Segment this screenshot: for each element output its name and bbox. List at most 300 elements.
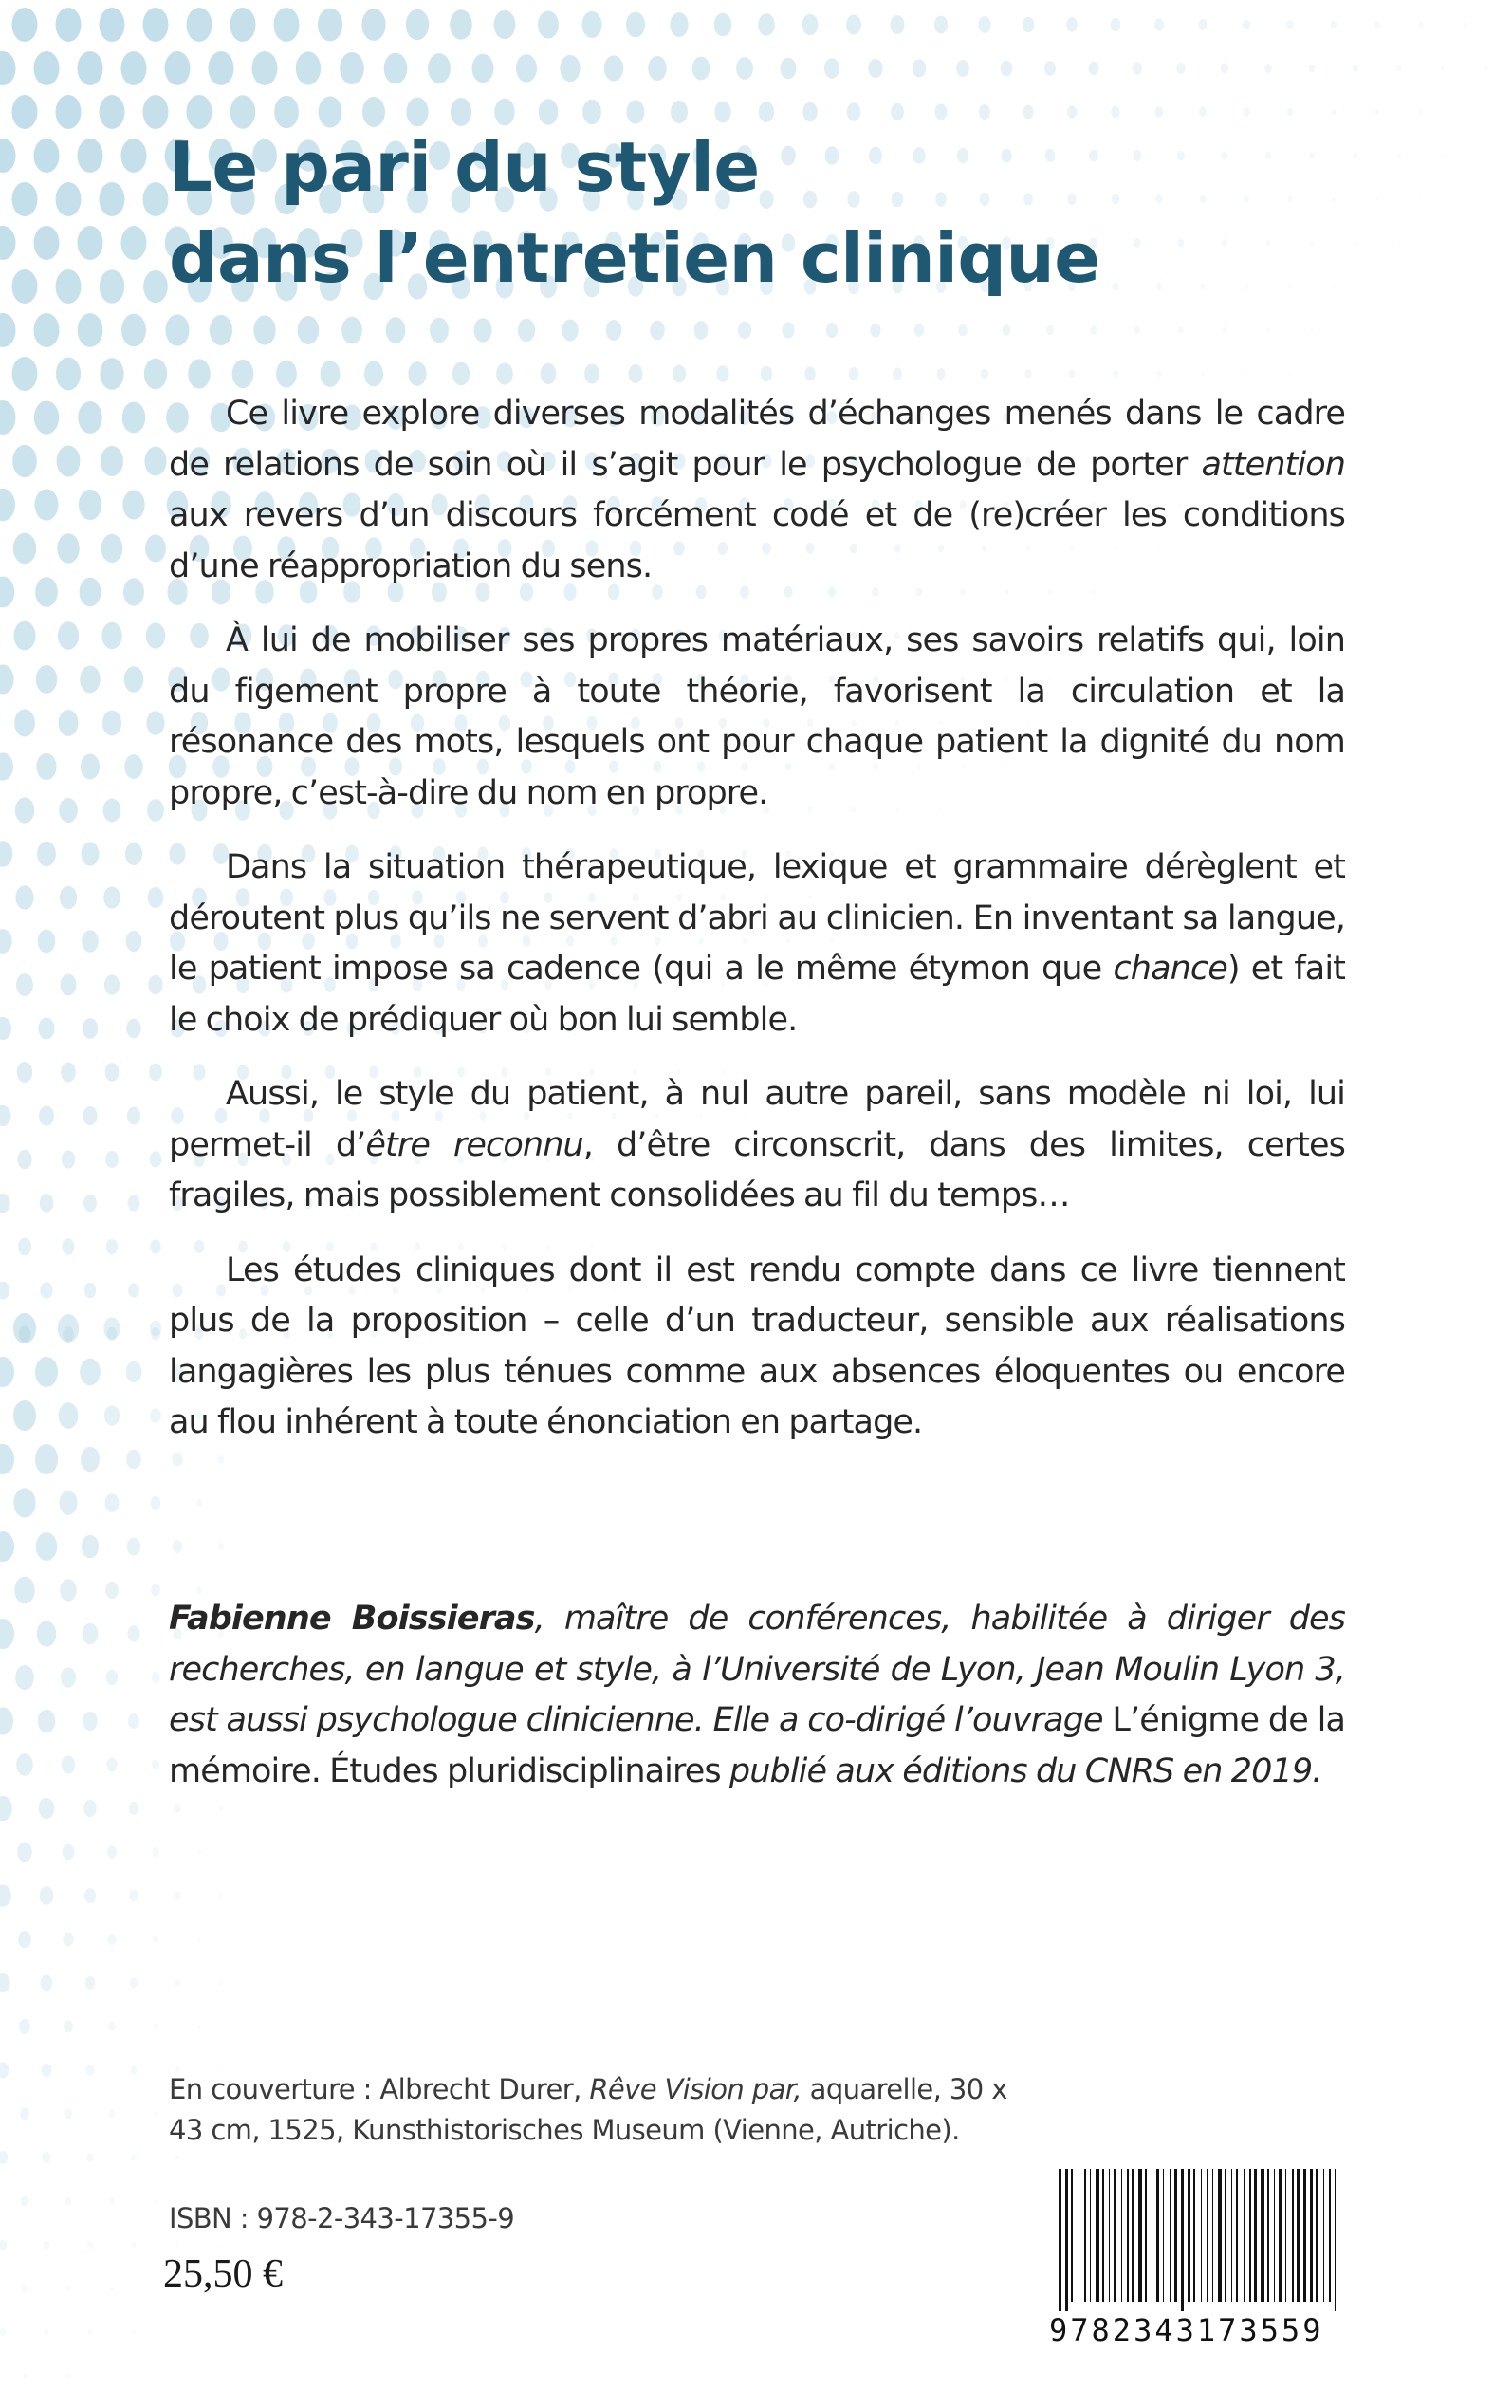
- pattern-dot: [629, 364, 643, 383]
- barcode-bar: [1329, 2169, 1331, 2302]
- barcode-bar: [1285, 2169, 1286, 2302]
- pattern-dot: [253, 315, 275, 344]
- pattern-dot: [1464, 110, 1466, 113]
- pattern-dot: [494, 10, 516, 39]
- pattern-dot: [153, 2023, 157, 2029]
- price: 25,50 €: [163, 2252, 283, 2296]
- pattern-dot: [408, 361, 426, 386]
- pattern-dot: [56, 269, 82, 304]
- pattern-dot: [1245, 372, 1248, 376]
- pattern-dot: [105, 1493, 120, 1512]
- pattern-dot: [59, 1491, 77, 1515]
- pattern-dot: [979, 104, 990, 120]
- pattern-dot: [1355, 329, 1356, 332]
- barcode-digits: 9782343173559: [1049, 2312, 1324, 2348]
- barcode-bar: [1065, 2169, 1068, 2311]
- pattern-dot: [15, 1665, 34, 1690]
- pattern-dot: [781, 58, 797, 80]
- pattern-dot: [144, 447, 166, 476]
- pattern-dot: [147, 799, 164, 822]
- pattern-dot: [111, 2374, 114, 2377]
- pattern-dot: [80, 1359, 100, 1386]
- pattern-dot: [541, 363, 557, 384]
- barcode-bar: [1127, 2169, 1129, 2302]
- pattern-dot: [78, 51, 103, 85]
- pattern-dot: [123, 578, 144, 605]
- pattern-dot: [516, 54, 537, 82]
- pattern-dot: [0, 1444, 14, 1474]
- pattern-dot: [129, 1802, 139, 1815]
- pattern-dot: [146, 622, 165, 648]
- book-title-line-2: dans l’entretien clinique: [169, 218, 1100, 298]
- pattern-dot: [126, 1019, 140, 1039]
- pattern-dot: [105, 1151, 119, 1168]
- pattern-dot: [714, 13, 731, 37]
- pattern-dot: [100, 182, 125, 216]
- pattern-dot: [83, 1712, 97, 1731]
- pattern-dot: [62, 1238, 74, 1254]
- pattern-dot: [935, 103, 948, 120]
- pattern-dot: [1485, 155, 1487, 157]
- description-paragraph-2: À lui de mobiliser ses propres matériaux, ses savoirs relatifs qui, loin du figement propre à toute théorie, favorisent la circulation et la résonance des mots, lesquels ont pour chaque patient la dignité du nom propre, c’est-à-dire du nom en propre.: [169, 621, 1345, 812]
- pattern-dot: [143, 95, 169, 129]
- pattern-dot: [175, 2243, 178, 2247]
- pattern-dot: [891, 103, 904, 120]
- pattern-dot: [804, 366, 816, 380]
- pattern-dot: [109, 2198, 114, 2205]
- pattern-dot: [132, 2330, 135, 2334]
- pattern-dot: [1067, 105, 1077, 119]
- cover-credit: En couverture : Albrecht Durer, Rêve Vision par, aquarelle, 30 x 43 cm, 1525, Kunsthistorisches Museum (Vienne, Autriche).: [169, 2073, 1007, 2146]
- pattern-dot: [57, 445, 81, 476]
- pattern-dot: [66, 2286, 71, 2292]
- pattern-dot: [0, 313, 16, 347]
- pattern-dot: [82, 930, 99, 953]
- barcode-bar: [1174, 2169, 1177, 2302]
- pattern-dot: [0, 2151, 8, 2164]
- pattern-dot: [738, 322, 751, 340]
- pattern-dot: [22, 2285, 28, 2292]
- pattern-dot: [0, 2239, 7, 2250]
- pattern-dot: [155, 2287, 157, 2290]
- pattern-dot: [126, 931, 142, 952]
- pattern-dot: [1155, 106, 1164, 117]
- pattern-dot: [128, 1195, 140, 1211]
- pattern-dot: [126, 1450, 141, 1470]
- pattern-dot: [627, 100, 645, 123]
- pattern-dot: [83, 1195, 97, 1212]
- pattern-dot: [151, 1496, 161, 1510]
- pattern-dot: [124, 754, 142, 779]
- pattern-dot: [1442, 154, 1445, 157]
- pattern-dot: [761, 366, 772, 381]
- pattern-dot: [472, 54, 494, 83]
- pattern-dot: [176, 2330, 178, 2333]
- barcode-bar: [1218, 2169, 1222, 2302]
- pattern-dot: [340, 52, 363, 84]
- pattern-dot: [219, 1806, 224, 1811]
- pattern-dot: [782, 322, 794, 338]
- pattern-dot: [736, 57, 753, 80]
- pattern-dot: [1154, 18, 1164, 30]
- pattern-dot: [604, 55, 623, 81]
- pattern-dot: [0, 1357, 14, 1387]
- pattern-dot: [35, 489, 59, 520]
- pattern-dot: [802, 102, 817, 122]
- pattern-dot: [102, 711, 121, 736]
- pattern-dot: [106, 1670, 118, 1686]
- book-title-line-1: Le pari du style: [169, 127, 760, 207]
- pattern-dot: [78, 226, 103, 260]
- pattern-dot: [38, 930, 55, 954]
- pattern-dot: [16, 973, 33, 996]
- pattern-dot: [1463, 22, 1466, 27]
- pattern-dot: [1353, 65, 1358, 72]
- pattern-dot: [106, 1758, 117, 1772]
- barcode-bar: [1254, 2169, 1257, 2302]
- pattern-dot: [849, 367, 859, 380]
- pattern-dot: [1001, 61, 1013, 77]
- pattern-dot: [890, 15, 904, 34]
- pattern-dot: [101, 446, 123, 476]
- pattern-dot: [148, 887, 164, 908]
- pattern-dot: [165, 51, 191, 85]
- pattern-dot: [196, 1586, 202, 1594]
- pattern-dot: [103, 799, 121, 823]
- pattern-dot: [149, 1064, 162, 1082]
- pattern-dot: [152, 1672, 160, 1683]
- pattern-dot: [61, 1667, 76, 1687]
- pattern-dot: [104, 1405, 120, 1426]
- pattern-dot: [59, 1402, 79, 1429]
- pattern-dot: [78, 401, 101, 434]
- pattern-dot: [14, 710, 35, 737]
- pattern-dot: [100, 8, 125, 42]
- pattern-dot: [34, 226, 60, 260]
- pattern-dot: [0, 1973, 10, 1992]
- pattern-dot: [0, 1017, 11, 1040]
- pattern-dot: [1134, 326, 1140, 334]
- pattern-dot: [132, 2242, 136, 2248]
- pattern-dot: [1374, 21, 1380, 28]
- pattern-dot: [0, 752, 13, 780]
- pattern-dot: [88, 2329, 92, 2335]
- pattern-dot: [17, 1150, 31, 1169]
- pattern-dot: [1311, 328, 1314, 332]
- barcode: [1049, 2146, 1343, 2366]
- barcode-bar: [1090, 2169, 1091, 2302]
- pattern-dot: [626, 12, 645, 38]
- pattern-dot: [1089, 62, 1099, 76]
- pattern-dot: [17, 1843, 32, 1862]
- pattern-dot: [100, 269, 125, 303]
- pattern-dot: [34, 139, 60, 173]
- pattern-dot: [1289, 373, 1291, 376]
- pattern-dot: [1157, 371, 1162, 377]
- barcode-bar: [1303, 2169, 1306, 2302]
- pattern-dot: [13, 1400, 36, 1431]
- pattern-dot: [187, 8, 212, 42]
- pattern-dot: [23, 2373, 27, 2378]
- pattern-dot: [0, 1105, 10, 1126]
- pattern-dot: [143, 182, 169, 216]
- pattern-dot: [242, 1589, 244, 1592]
- pattern-dot: [122, 490, 144, 519]
- pattern-dot: [1331, 21, 1337, 29]
- pattern-dot: [694, 321, 709, 340]
- pattern-dot: [0, 841, 12, 867]
- description-paragraph-3: Dans la situation thérapeutique, lexique et grammaire dérèglent et déroutent plus qu’ils ne servent d’abri au clinicien. En inventant sa langue, le patient impose sa cadence (qui a le même étymon que chance) et fait le choix de prédiquer où bon lui semble.: [169, 848, 1345, 1039]
- pattern-dot: [913, 59, 926, 77]
- pattern-dot: [1069, 370, 1075, 378]
- pattern-dot: [173, 1540, 182, 1553]
- pattern-dot: [174, 1804, 181, 1813]
- barcode-bar: [1114, 2169, 1116, 2302]
- pattern-dot: [83, 1106, 97, 1125]
- pattern-dot: [0, 1619, 14, 1649]
- pattern-dot: [82, 1535, 99, 1558]
- pattern-dot: [1198, 19, 1207, 30]
- pattern-dot: [129, 1890, 138, 1901]
- pattern-dot: [145, 534, 166, 562]
- pattern-dot: [127, 1537, 140, 1555]
- pattern-dot: [1244, 107, 1250, 116]
- pattern-dot: [103, 1317, 120, 1339]
- pattern-dot: [824, 58, 839, 78]
- pattern-dot: [1090, 325, 1097, 334]
- pattern-dot: [83, 1018, 98, 1039]
- pattern-dot: [152, 1847, 158, 1857]
- pattern-dot: [14, 1577, 34, 1604]
- pattern-dot: [18, 1931, 31, 1948]
- pattern-dot: [716, 365, 728, 382]
- pattern-dot: [122, 402, 146, 434]
- pattern-dot: [220, 2244, 222, 2247]
- pattern-dot: [692, 57, 710, 81]
- pattern-dot: [15, 885, 33, 910]
- isbn: ISBN : 978-2-343-17355-9: [169, 2202, 515, 2234]
- pattern-dot: [40, 1282, 52, 1299]
- pattern-dot: [13, 621, 35, 651]
- barcode-bar: [1102, 2169, 1104, 2302]
- pattern-dot: [264, 1807, 266, 1809]
- pattern-dot: [16, 1753, 33, 1775]
- pattern-dot: [41, 1974, 53, 1991]
- pattern-dot: [868, 59, 882, 78]
- pattern-dot: [0, 1282, 9, 1300]
- pattern-dot: [121, 139, 147, 173]
- pattern-dot: [1199, 107, 1207, 117]
- pattern-dot: [85, 1976, 95, 1990]
- pattern-dot: [36, 665, 57, 694]
- barcode-bar: [1279, 2169, 1282, 2302]
- pattern-dot: [35, 1357, 58, 1387]
- pattern-dot: [428, 53, 451, 83]
- pattern-dot: [39, 1798, 55, 1819]
- pattern-dot: [82, 842, 100, 865]
- pattern-dot: [79, 490, 101, 520]
- pattern-dot: [1375, 109, 1379, 115]
- pattern-dot: [58, 1314, 79, 1343]
- pattern-dot: [56, 358, 81, 391]
- barcode-bar: [1201, 2169, 1202, 2302]
- pattern-dot: [1287, 108, 1293, 116]
- pattern-dot: [36, 1532, 57, 1561]
- author-name: Fabienne Boissieras: [169, 1600, 535, 1638]
- pattern-dot: [0, 577, 14, 608]
- pattern-dot: [12, 182, 38, 216]
- pattern-dot: [1111, 18, 1121, 31]
- pattern-dot: [219, 1981, 223, 1986]
- pattern-dot: [124, 666, 144, 693]
- barcode-bar: [1138, 2169, 1142, 2302]
- pattern-dot: [127, 1625, 139, 1641]
- pattern-dot: [13, 1313, 36, 1343]
- barcode-bar: [1244, 2169, 1245, 2302]
- pattern-dot: [1420, 198, 1422, 201]
- pattern-dot: [131, 2065, 138, 2074]
- description-paragraph-1: Ce livre explore diverses modalités d’échanges menés dans le cadre de relations de soin où il s’agit pour le psychologue de porter attention aux revers d’un discours forcément codé et de (re)créer les conditions d’une réappropriation du sens.: [169, 395, 1345, 585]
- pattern-dot: [1309, 65, 1316, 73]
- pattern-dot: [143, 8, 169, 42]
- pattern-dot: [83, 1623, 99, 1644]
- pattern-dot: [341, 317, 362, 344]
- pattern-dot: [151, 1584, 160, 1596]
- pattern-dot: [0, 1707, 13, 1734]
- pattern-dot: [175, 1892, 181, 1900]
- pattern-dot: [714, 102, 730, 123]
- pattern-dot: [128, 1283, 139, 1297]
- pattern-dot: [0, 139, 16, 173]
- pattern-dot: [937, 368, 946, 380]
- pattern-dot: [148, 975, 162, 994]
- barcode-bar: [1267, 2169, 1269, 2302]
- pattern-dot: [175, 1979, 180, 1987]
- pattern-dot: [0, 665, 14, 695]
- pattern-dot: [1266, 328, 1270, 333]
- pattern-dot: [63, 1933, 73, 1947]
- pattern-dot: [0, 1884, 11, 1906]
- pattern-dot: [150, 1321, 161, 1337]
- pattern-dot: [361, 9, 385, 41]
- pattern-dot: [1243, 20, 1250, 30]
- pattern-dot: [1484, 66, 1487, 70]
- pattern-dot: [19, 2019, 30, 2034]
- pattern-dot: [101, 622, 121, 649]
- pattern-dot: [66, 2374, 69, 2378]
- pattern-dot: [197, 2025, 200, 2028]
- pattern-dot: [108, 2022, 116, 2031]
- pattern-dot: [802, 14, 819, 35]
- pattern-dot: [0, 1194, 10, 1213]
- book-title: [169, 121, 1402, 304]
- barcode-bar: [1212, 2169, 1213, 2302]
- pattern-dot: [15, 797, 34, 823]
- pattern-dot: [12, 269, 38, 304]
- pattern-dot: [846, 14, 861, 34]
- pattern-dot: [37, 1621, 56, 1646]
- pattern-dot: [210, 315, 232, 345]
- pattern-dot: [20, 2107, 29, 2120]
- description-paragraph-5: Les études cliniques dont il est rendu compte dans ce livre tiennent plus de la proposition – celle d’un traducteur, sensible aux réalisations langagières les plus ténues comme aux absences éloquentes ou encore au flou inhérent à toute énonciation en partage.: [169, 1250, 1345, 1441]
- pattern-dot: [562, 319, 578, 341]
- pattern-dot: [39, 1105, 54, 1125]
- pattern-dot: [670, 12, 688, 37]
- pattern-dot: [131, 2154, 137, 2161]
- pattern-dot: [496, 362, 513, 384]
- pattern-dot: [242, 1502, 244, 1505]
- pattern-dot: [759, 102, 774, 122]
- pattern-dot: [0, 400, 16, 435]
- pattern-dot: [1221, 63, 1228, 73]
- pattern-dot: [0, 51, 16, 85]
- barcode-bar: [1292, 2169, 1294, 2302]
- pattern-dot: [100, 95, 125, 129]
- pattern-dot: [21, 2196, 28, 2207]
- pattern-dot: [1441, 65, 1445, 70]
- pattern-dot: [12, 8, 38, 42]
- pattern-dot: [13, 533, 36, 564]
- pattern-dot: [44, 2240, 50, 2249]
- pattern-dot: [34, 400, 59, 434]
- pattern-dot: [197, 1849, 201, 1855]
- pattern-dot: [264, 1546, 266, 1548]
- pattern-dot: [87, 2241, 93, 2249]
- pattern-dot: [274, 8, 300, 42]
- pattern-dot: [42, 2064, 52, 2077]
- pattern-dot: [1286, 20, 1293, 29]
- pattern-dot: [276, 360, 297, 387]
- pattern-dot: [473, 318, 491, 342]
- barcode-bar: [1145, 2169, 1147, 2302]
- pattern-dot: [104, 974, 120, 994]
- pattern-dot: [758, 13, 775, 35]
- pattern-dot: [0, 489, 15, 521]
- barcode-bar: [1181, 2169, 1184, 2311]
- barcode-bar: [1249, 2169, 1251, 2302]
- pattern-dot: [1023, 17, 1034, 33]
- book-description: [169, 389, 1345, 1473]
- pattern-dot: [0, 2062, 9, 2078]
- barcode-bar: [1096, 2169, 1099, 2302]
- pattern-dot: [650, 321, 665, 341]
- pattern-dot: [34, 313, 60, 347]
- barcode-bar: [1071, 2169, 1073, 2302]
- pattern-dot: [230, 8, 256, 42]
- pattern-dot: [958, 324, 968, 337]
- pattern-dot: [1066, 17, 1078, 31]
- pattern-dot: [59, 710, 79, 736]
- pattern-dot: [35, 1444, 58, 1474]
- barcode-bar: [1132, 2169, 1134, 2302]
- author-work-title: L’énigme de la mémoire. Études pluridisciplinaires: [169, 1701, 1345, 1790]
- pattern-dot: [606, 320, 621, 341]
- barcode-bar: [1310, 2169, 1313, 2302]
- pattern-dot: [1024, 369, 1031, 379]
- barcode-bar: [1170, 2169, 1171, 2302]
- pattern-dot: [12, 95, 38, 129]
- pattern-dot: [105, 1063, 120, 1082]
- barcode-bar: [1261, 2169, 1264, 2302]
- barcode-bar: [1207, 2169, 1208, 2302]
- barcode-bar: [1059, 2169, 1061, 2311]
- pattern-dot: [1419, 22, 1424, 28]
- pattern-dot: [56, 95, 82, 129]
- barcode-bar: [1156, 2169, 1159, 2302]
- pattern-dot: [12, 357, 38, 391]
- pattern-dot: [1419, 110, 1422, 115]
- pattern-dot: [0, 1796, 12, 1821]
